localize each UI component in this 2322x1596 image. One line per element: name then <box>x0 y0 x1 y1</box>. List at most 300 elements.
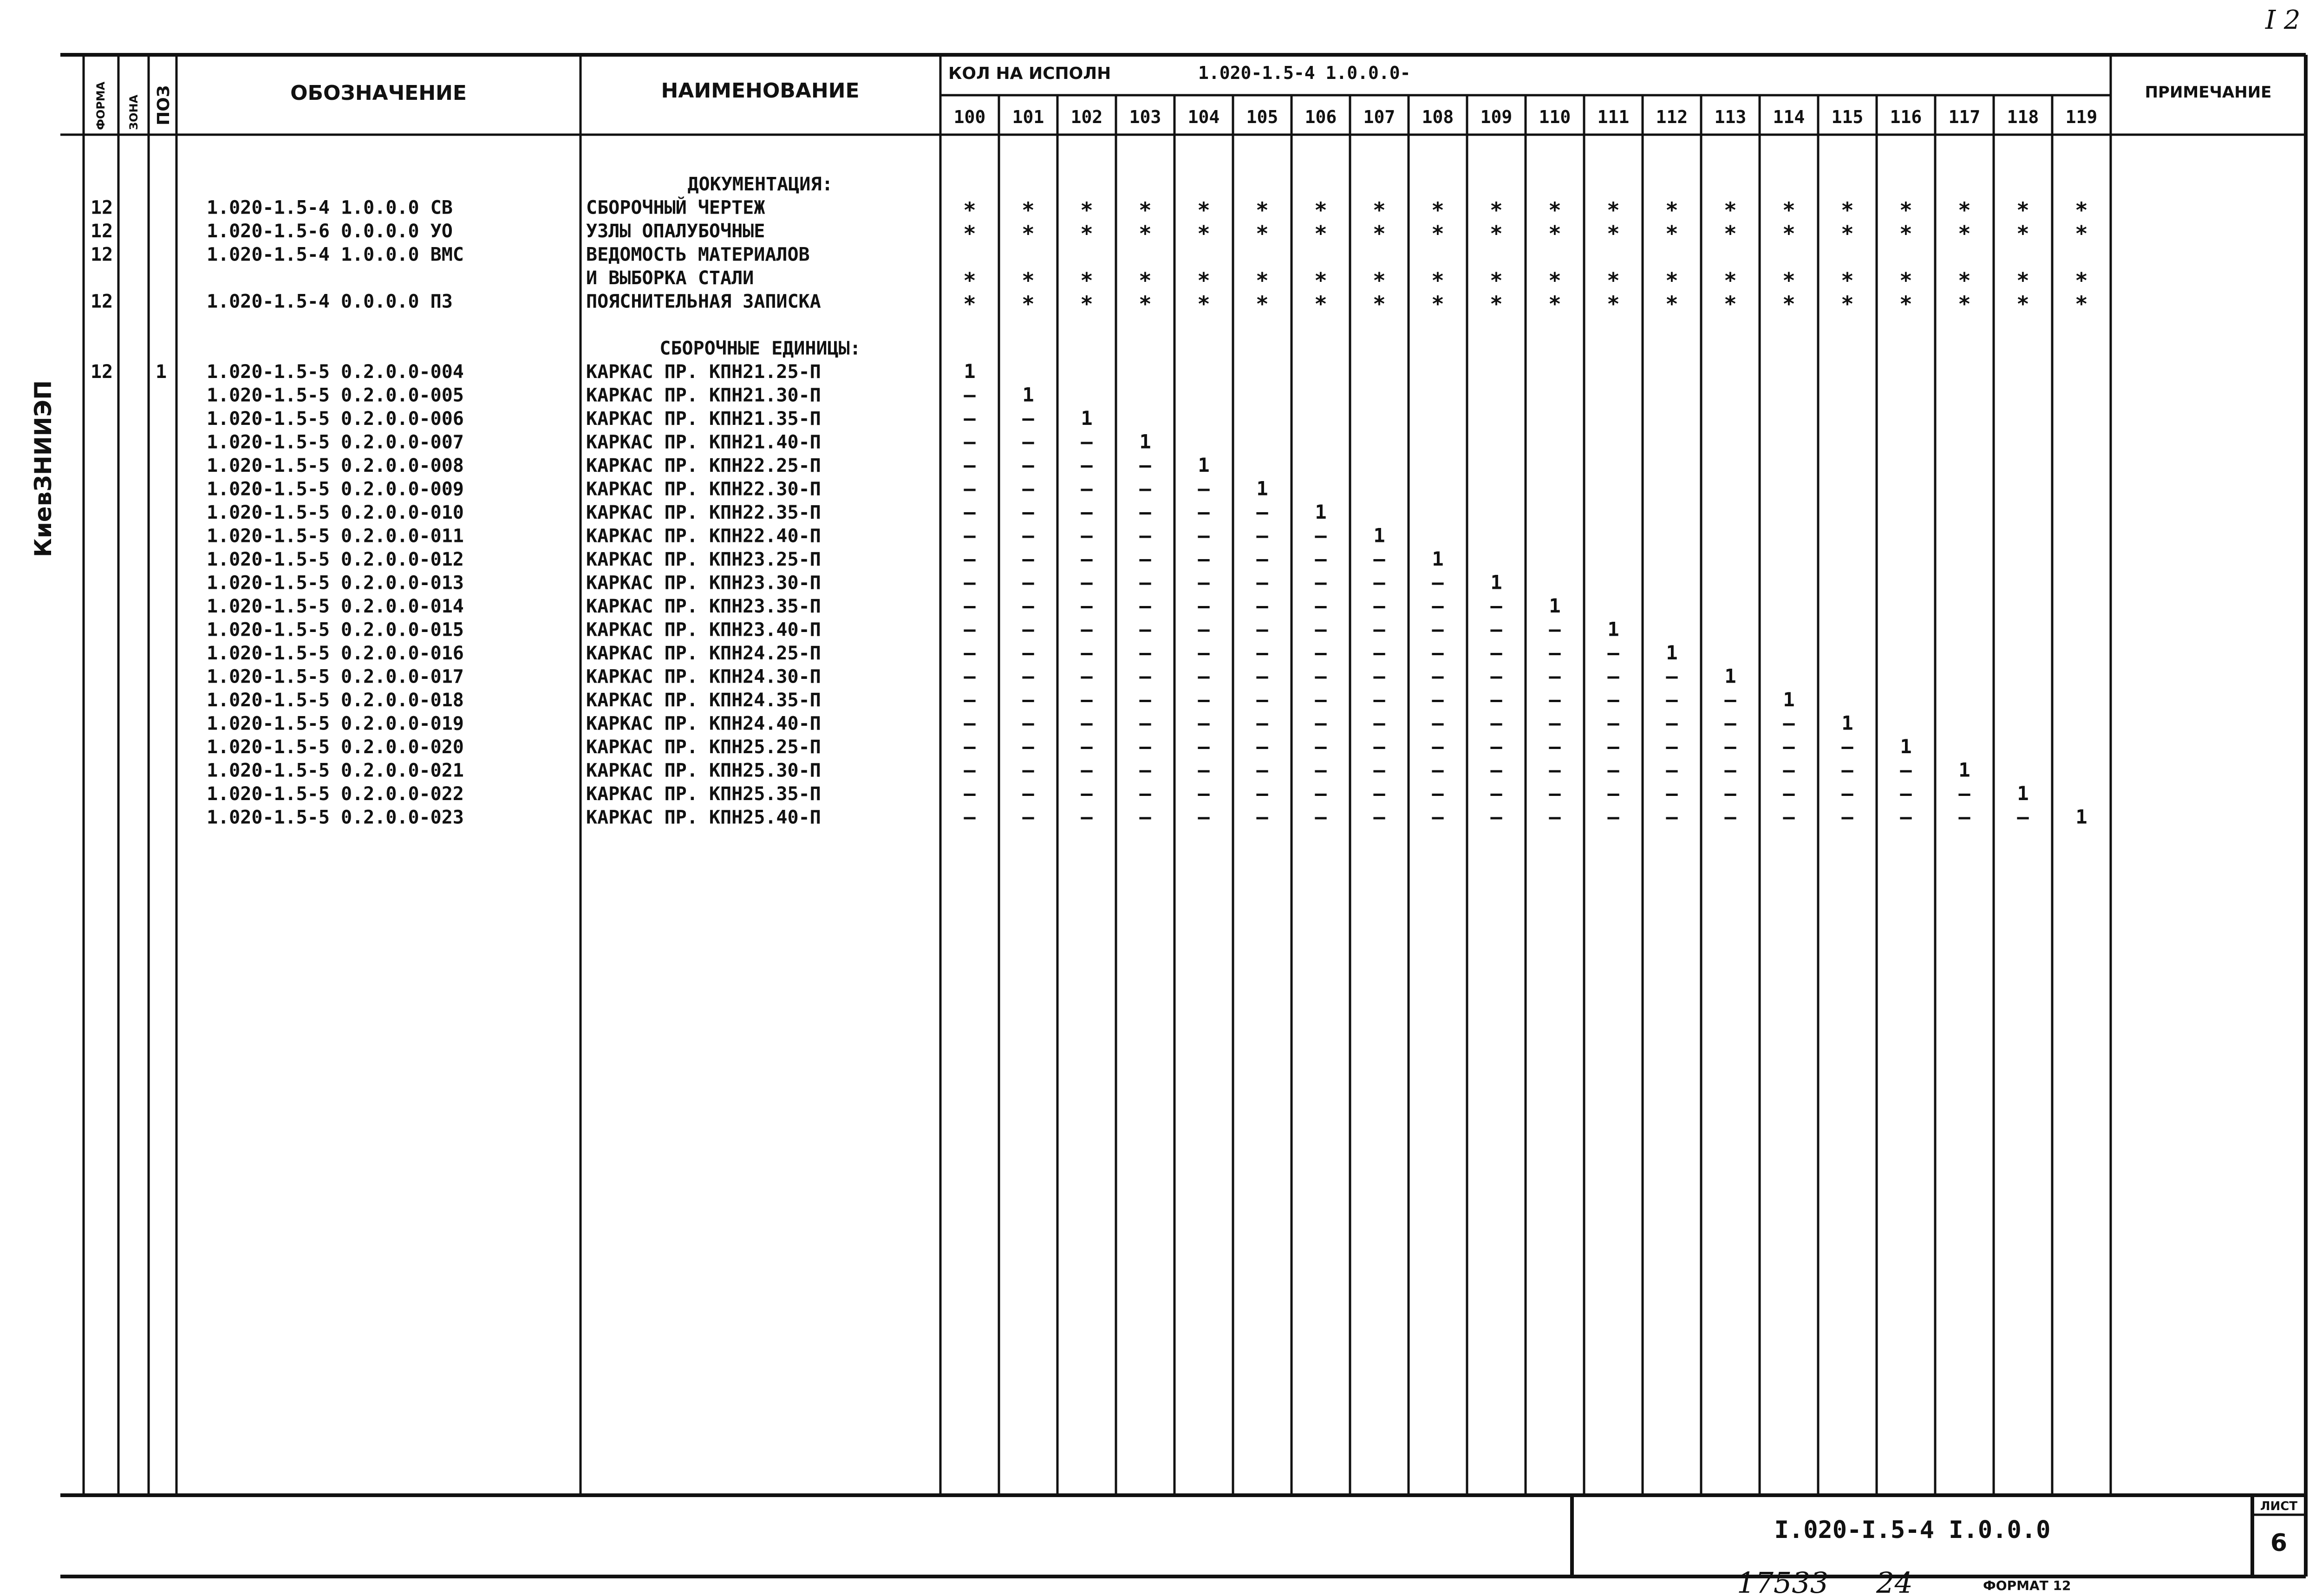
qty-mark-dash: – <box>1198 571 1210 594</box>
qty-mark-star: * <box>1197 221 1210 246</box>
qty-mark-dash: – <box>1022 641 1034 664</box>
qty-mark-dash: – <box>964 688 976 711</box>
qty-mark-dash: – <box>1900 758 1912 782</box>
qty-mark-star: * <box>1782 197 1795 223</box>
qty-mark-star: * <box>1373 197 1386 223</box>
qty-mark-dash: – <box>964 454 976 476</box>
qty-mark-dash: – <box>1666 758 1678 782</box>
row-name: КАРКАС ПР. КПН25.30-П <box>586 760 821 782</box>
qty-mark-dash: – <box>1666 782 1678 805</box>
qty-mark-star: * <box>1958 221 1971 246</box>
qty-mark-star: * <box>1607 291 1620 317</box>
qty-mark-star: * <box>1139 291 1152 317</box>
qty-mark-dash: – <box>1081 571 1093 594</box>
qty-mark-star: * <box>1724 268 1737 293</box>
table-row <box>91 291 2088 317</box>
qty-mark-dash: – <box>1256 758 1268 782</box>
qty-mark-dash: – <box>964 758 976 782</box>
row-name: КАРКАС ПР. КПН24.35-П <box>586 690 821 711</box>
variant-header: 103 <box>1129 107 1161 127</box>
qty-mark-dash: – <box>1549 711 1561 735</box>
qty-mark-one: 1 <box>1256 477 1268 500</box>
row-name: КАРКАС ПР. КПН24.25-П <box>586 643 821 664</box>
qty-mark-dash: – <box>1373 641 1385 664</box>
qty-mark-dash: – <box>1841 735 1853 758</box>
table-row <box>207 384 1034 406</box>
row-name: КАРКАС ПР. КПН25.40-П <box>586 807 821 828</box>
table-row <box>207 571 1502 594</box>
qty-mark-dash: – <box>1139 735 1151 758</box>
qty-mark-dash: – <box>1724 782 1736 805</box>
qty-mark-one: 1 <box>1139 430 1151 453</box>
qty-mark-dash: – <box>1724 688 1736 711</box>
table-row <box>207 454 1210 476</box>
qty-mark-dash: – <box>1724 735 1736 758</box>
qty-mark-star: * <box>1548 291 1561 317</box>
qty-mark-one: 1 <box>1315 501 1327 523</box>
variant-header: 114 <box>1773 107 1805 127</box>
qty-mark-dash: – <box>1081 688 1093 711</box>
row-designation: 1.020-1.5-5 0.2.0.0-009 <box>207 478 464 500</box>
qty-mark-star: * <box>1607 221 1620 246</box>
row-designation: 1.020-1.5-5 0.2.0.0-007 <box>207 431 464 453</box>
qty-mark-dash: – <box>1139 711 1151 735</box>
qty-mark-star: * <box>1314 221 1327 246</box>
qty-mark-dash: – <box>1256 782 1268 805</box>
qty-mark-star: * <box>1607 197 1620 223</box>
qty-mark-dash: – <box>1198 735 1210 758</box>
qty-mark-dash: – <box>1490 782 1502 805</box>
row-name: КАРКАС ПР. КПН23.30-П <box>586 572 821 594</box>
qty-mark-star: * <box>1431 291 1444 317</box>
qty-mark-dash: – <box>1373 735 1385 758</box>
qty-mark-star: * <box>1080 268 1093 293</box>
qty-mark-star: * <box>1080 197 1093 223</box>
qty-mark-dash: – <box>1783 735 1795 758</box>
qty-mark-dash: – <box>964 618 976 641</box>
qty-mark-dash: – <box>1432 618 1444 641</box>
qty-mark-one: 1 <box>1432 547 1444 570</box>
qty-mark-one: 1 <box>1783 688 1795 711</box>
qty-mark-dash: – <box>1198 524 1210 547</box>
qty-mark-star: * <box>1373 268 1386 293</box>
variant-header: 101 <box>1012 107 1044 127</box>
qty-mark-star: * <box>1197 268 1210 293</box>
row-designation: 1.020-1.5-5 0.2.0.0-006 <box>207 408 464 430</box>
qty-mark-dash: – <box>964 524 976 547</box>
qty-mark-one: 1 <box>1841 711 1853 735</box>
qty-mark-dash: – <box>1022 454 1034 476</box>
qty-mark-one: 1 <box>1666 641 1678 664</box>
qty-mark-dash: – <box>1081 711 1093 735</box>
table-row <box>586 267 2088 293</box>
header-name: НАИМЕНОВАНИЕ <box>661 79 860 103</box>
qty-mark-dash: – <box>1432 735 1444 758</box>
qty-mark-dash: – <box>1315 641 1327 664</box>
qty-mark-one: 1 <box>1724 664 1736 688</box>
qty-mark-dash: – <box>1081 641 1093 664</box>
row-designation: 1.020-1.5-5 0.2.0.0-018 <box>207 690 464 711</box>
qty-mark-dash: – <box>1315 547 1327 570</box>
qty-mark-star: * <box>1899 197 1912 223</box>
qty-mark-star: * <box>1958 268 1971 293</box>
qty-mark-dash: – <box>964 782 976 805</box>
qty-mark-star: * <box>1548 268 1561 293</box>
qty-mark-dash: – <box>1432 711 1444 735</box>
qty-mark-star: * <box>1548 197 1561 223</box>
qty-mark-star: * <box>1431 268 1444 293</box>
row-name: КАРКАС ПР. КПН22.30-П <box>586 478 821 500</box>
qty-mark-star: * <box>2016 197 2029 223</box>
row-name: КАРКАС ПР. КПН22.25-П <box>586 455 821 476</box>
qty-mark-star: * <box>1782 268 1795 293</box>
qty-mark-dash: – <box>1315 805 1327 828</box>
qty-mark-dash: – <box>1549 618 1561 641</box>
row-designation: 1.020-1.5-5 0.2.0.0-010 <box>207 502 464 523</box>
row-name: УЗЛЫ ОПАЛУБОЧНЫЕ <box>586 221 765 242</box>
qty-mark-dash: – <box>1081 782 1093 805</box>
qty-mark-dash: – <box>1490 735 1502 758</box>
qty-mark-dash: – <box>1139 618 1151 641</box>
qty-mark-star: * <box>1431 221 1444 246</box>
qty-mark-dash: – <box>1490 618 1502 641</box>
qty-mark-dash: – <box>964 664 976 688</box>
qty-mark-dash: – <box>1139 524 1151 547</box>
qty-mark-dash: – <box>1783 758 1795 782</box>
qty-mark-dash: – <box>1198 618 1210 641</box>
qty-mark-star: * <box>963 268 976 293</box>
row-forma: 12 <box>91 291 113 313</box>
qty-mark-star: * <box>1139 197 1152 223</box>
qty-mark-star: * <box>2075 197 2088 223</box>
qty-mark-star: * <box>1197 291 1210 317</box>
qty-mark-dash: – <box>1315 524 1327 547</box>
variant-header: 110 <box>1539 107 1571 127</box>
qty-mark-one: 1 <box>1958 758 1970 782</box>
row-name: КАРКАС ПР. КПН25.25-П <box>586 736 821 758</box>
qty-mark-dash: – <box>1490 594 1502 617</box>
qty-mark-dash: – <box>1198 641 1210 664</box>
qty-mark-star: * <box>1080 221 1093 246</box>
qty-mark-dash: – <box>1432 594 1444 617</box>
table-row <box>207 712 1853 735</box>
qty-mark-dash: – <box>1256 688 1268 711</box>
qty-mark-one: 1 <box>964 360 976 383</box>
qty-mark-dash: – <box>1081 618 1093 641</box>
row-designation: 1.020-1.5-4 1.0.0.0 СВ <box>207 197 453 219</box>
qty-mark-dash: – <box>1198 711 1210 735</box>
header-note: ПРИМЕЧАНИЕ <box>2145 83 2272 102</box>
row-name: КАРКАС ПР. КПН21.35-П <box>586 408 821 430</box>
qty-mark-dash: – <box>1783 805 1795 828</box>
row-forma: 12 <box>91 361 113 383</box>
qty-mark-star: * <box>963 221 976 246</box>
qty-mark-dash: – <box>1256 501 1268 523</box>
qty-mark-dash: – <box>1315 594 1327 617</box>
qty-mark-star: * <box>1899 268 1912 293</box>
variant-header: 113 <box>1714 107 1747 127</box>
qty-mark-star: * <box>1256 197 1269 223</box>
qty-mark-dash: – <box>964 641 976 664</box>
header-zona: ЗОНА <box>127 94 140 130</box>
qty-mark-dash: – <box>1432 571 1444 594</box>
table-row <box>687 174 833 195</box>
qty-mark-dash: – <box>1139 477 1151 500</box>
qty-mark-star: * <box>1958 197 1971 223</box>
qty-mark-star: * <box>1899 221 1912 246</box>
qty-mark-dash: – <box>1081 501 1093 523</box>
row-forma: 12 <box>91 221 113 242</box>
qty-mark-dash: – <box>1666 711 1678 735</box>
qty-mark-star: * <box>1665 221 1678 246</box>
variant-header: 106 <box>1304 107 1337 127</box>
qty-mark-dash: – <box>1256 618 1268 641</box>
row-name: КАРКАС ПР. КПН23.35-П <box>586 596 821 617</box>
qty-mark-dash: – <box>2017 805 2029 828</box>
qty-mark-star: * <box>963 291 976 317</box>
qty-mark-dash: – <box>1432 641 1444 664</box>
qty-mark-dash: – <box>1607 758 1619 782</box>
qty-mark-star: * <box>1197 197 1210 223</box>
qty-mark-dash: – <box>1139 758 1151 782</box>
qty-mark-star: * <box>1841 197 1854 223</box>
qty-mark-star: * <box>1782 221 1795 246</box>
row-name: СБОРОЧНЫЕ ЕДИНИЦЫ: <box>659 338 861 359</box>
qty-mark-dash: – <box>964 383 976 406</box>
qty-mark-dash: – <box>1139 547 1151 570</box>
variant-header: 109 <box>1480 107 1513 127</box>
qty-mark-dash: – <box>1139 501 1151 523</box>
qty-mark-star: * <box>1314 197 1327 223</box>
qty-mark-star: * <box>1373 291 1386 317</box>
qty-mark-dash: – <box>964 430 976 453</box>
qty-mark-dash: – <box>1256 524 1268 547</box>
qty-mark-one: 1 <box>1022 383 1034 406</box>
qty-mark-star: * <box>1431 197 1444 223</box>
header-qty-label: КОЛ НА ИСПОЛН <box>948 64 1111 83</box>
qty-mark-star: * <box>1490 221 1503 246</box>
qty-mark-star: * <box>2016 268 2029 293</box>
qty-mark-dash: – <box>1549 641 1561 664</box>
qty-mark-star: * <box>1022 291 1035 317</box>
qty-mark-dash: – <box>1081 477 1093 500</box>
variant-header: 104 <box>1187 107 1220 127</box>
qty-mark-dash: – <box>1081 735 1093 758</box>
qty-mark-dash: – <box>964 711 976 735</box>
qty-mark-dash: – <box>1549 664 1561 688</box>
qty-mark-dash: – <box>1900 805 1912 828</box>
table-row <box>207 501 1327 523</box>
qty-mark-star: * <box>1139 268 1152 293</box>
qty-mark-star: * <box>1490 291 1503 317</box>
variant-header: 116 <box>1890 107 1922 127</box>
qty-mark-dash: – <box>1549 782 1561 805</box>
qty-mark-dash: – <box>1139 594 1151 617</box>
table-row <box>207 524 1385 547</box>
qty-mark-dash: – <box>1607 735 1619 758</box>
qty-mark-dash: – <box>1315 735 1327 758</box>
qty-mark-dash: – <box>1081 805 1093 828</box>
qty-mark-dash: – <box>1490 711 1502 735</box>
qty-mark-dash: – <box>1724 758 1736 782</box>
qty-mark-one: 1 <box>1490 571 1502 594</box>
qty-mark-dash: – <box>1315 758 1327 782</box>
qty-mark-dash: – <box>1022 618 1034 641</box>
table-row <box>207 735 1912 758</box>
variant-header: 119 <box>2065 107 2098 127</box>
qty-mark-dash: – <box>1022 782 1034 805</box>
row-name: КАРКАС ПР. КПН23.40-П <box>586 619 821 641</box>
table-row <box>207 594 1561 617</box>
qty-mark-dash: – <box>1607 711 1619 735</box>
row-designation: 1.020-1.5-5 0.2.0.0-011 <box>207 525 464 547</box>
qty-mark-dash: – <box>964 735 976 758</box>
table-row <box>91 360 976 383</box>
side-stamp: КиевЗНИИЭП <box>30 380 57 557</box>
variant-header: 102 <box>1070 107 1103 127</box>
qty-mark-dash: – <box>1841 758 1853 782</box>
row-designation: 1.020-1.5-4 1.0.0.0 ВМС <box>207 244 464 266</box>
qty-mark-star: * <box>1139 221 1152 246</box>
table-row <box>91 221 2088 246</box>
row-designation: 1.020-1.5-5 0.2.0.0-021 <box>207 760 464 782</box>
qty-mark-dash: – <box>964 571 976 594</box>
inventory-suffix: 24 <box>1876 1566 1913 1596</box>
qty-mark-one: 1 <box>2075 805 2087 828</box>
row-designation: 1.020-1.5-4 0.0.0.0 ПЗ <box>207 291 453 313</box>
table-row <box>207 641 1678 664</box>
table-row <box>659 338 861 359</box>
table-row <box>207 665 1736 688</box>
qty-mark-dash: – <box>1373 571 1385 594</box>
qty-mark-dash: – <box>1315 618 1327 641</box>
qty-mark-star: * <box>1256 291 1269 317</box>
qty-mark-dash: – <box>1256 735 1268 758</box>
qty-mark-star: * <box>2016 221 2029 246</box>
row-designation: 1.020-1.5-5 0.2.0.0-014 <box>207 596 464 617</box>
qty-mark-dash: – <box>1139 641 1151 664</box>
qty-mark-dash: – <box>1549 758 1561 782</box>
qty-mark-dash: – <box>1666 664 1678 688</box>
qty-mark-dash: – <box>1432 758 1444 782</box>
qty-mark-one: 1 <box>1900 735 1912 758</box>
row-designation: 1.020-1.5-5 0.2.0.0-019 <box>207 713 464 735</box>
qty-mark-dash: – <box>1139 454 1151 476</box>
qty-mark-dash: – <box>1022 758 1034 782</box>
qty-mark-dash: – <box>1900 782 1912 805</box>
qty-mark-star: * <box>1314 268 1327 293</box>
qty-mark-dash: – <box>1315 688 1327 711</box>
qty-mark-dash: – <box>1081 594 1093 617</box>
qty-mark-star: * <box>1256 268 1269 293</box>
qty-mark-dash: – <box>1724 805 1736 828</box>
row-designation: 1.020-1.5-5 0.2.0.0-008 <box>207 455 464 476</box>
qty-mark-dash: – <box>1315 782 1327 805</box>
qty-mark-star: * <box>1899 291 1912 317</box>
qty-mark-star: * <box>1373 221 1386 246</box>
table-row <box>207 547 1444 570</box>
table-row <box>207 688 1795 711</box>
qty-mark-dash: – <box>1373 711 1385 735</box>
qty-mark-star: * <box>1490 197 1503 223</box>
qty-mark-dash: – <box>964 407 976 430</box>
inventory-number: 17533 <box>1737 1566 1829 1596</box>
variant-header: 112 <box>1656 107 1688 127</box>
qty-mark-dash: – <box>1958 782 1970 805</box>
qty-mark-dash: – <box>1081 758 1093 782</box>
qty-mark-dash: – <box>1198 758 1210 782</box>
qty-mark-dash: – <box>1139 782 1151 805</box>
qty-mark-dash: – <box>1373 805 1385 828</box>
qty-mark-dash: – <box>1198 547 1210 570</box>
qty-mark-dash: – <box>1198 477 1210 500</box>
qty-mark-dash: – <box>1432 805 1444 828</box>
qty-mark-star: * <box>2016 291 2029 317</box>
qty-mark-star: * <box>1782 291 1795 317</box>
qty-mark-dash: – <box>1549 688 1561 711</box>
row-name: СБОРОЧНЫЙ ЧЕРТЕЖ <box>586 197 765 219</box>
row-name: КАРКАС ПР. КПН24.30-П <box>586 666 821 688</box>
row-designation: 1.020-1.5-5 0.2.0.0-020 <box>207 736 464 758</box>
qty-mark-dash: – <box>1490 688 1502 711</box>
qty-mark-dash: – <box>1490 805 1502 828</box>
qty-mark-dash: – <box>1549 735 1561 758</box>
qty-mark-dash: – <box>964 477 976 500</box>
row-designation: 1.020-1.5-5 0.2.0.0-022 <box>207 783 464 805</box>
qty-mark-one: 1 <box>2017 782 2029 805</box>
qty-mark-dash: – <box>964 547 976 570</box>
qty-mark-dash: – <box>1373 547 1385 570</box>
table-row <box>207 782 2029 805</box>
row-designation: 1.020-1.5-5 0.2.0.0-012 <box>207 549 464 570</box>
qty-mark-star: * <box>1841 221 1854 246</box>
qty-mark-star: * <box>1314 291 1327 317</box>
qty-mark-dash: – <box>1198 688 1210 711</box>
table-row <box>91 244 810 266</box>
row-designation: 1.020-1.5-5 0.2.0.0-016 <box>207 643 464 664</box>
qty-mark-dash: – <box>1022 711 1034 735</box>
table-row <box>207 806 2087 828</box>
qty-mark-dash: – <box>1139 664 1151 688</box>
qty-mark-dash: – <box>1256 571 1268 594</box>
qty-mark-dash: – <box>1022 735 1034 758</box>
row-name: ПОЯСНИТЕЛЬНАЯ ЗАПИСКА <box>586 291 821 313</box>
qty-mark-dash: – <box>1549 805 1561 828</box>
qty-mark-star: * <box>1665 197 1678 223</box>
qty-mark-dash: – <box>1841 805 1853 828</box>
qty-mark-dash: – <box>1022 407 1034 430</box>
document-number: I.020-I.5-4 I.0.0.0 <box>1774 1516 2051 1544</box>
qty-mark-dash: – <box>1256 547 1268 570</box>
qty-mark-dash: – <box>1022 501 1034 523</box>
qty-mark-dash: – <box>1783 782 1795 805</box>
qty-mark-dash: – <box>1841 782 1853 805</box>
qty-mark-dash: – <box>1373 688 1385 711</box>
row-name: КАРКАС ПР. КПН24.40-П <box>586 713 821 735</box>
qty-mark-dash: – <box>1432 688 1444 711</box>
qty-mark-star: * <box>2075 221 2088 246</box>
qty-mark-star: * <box>1958 291 1971 317</box>
qty-mark-dash: – <box>1315 571 1327 594</box>
qty-mark-one: 1 <box>1081 407 1093 430</box>
qty-mark-dash: – <box>1022 477 1034 500</box>
qty-mark-dash: – <box>1724 711 1736 735</box>
header-poz: ПОЗ <box>154 85 173 125</box>
table-row <box>207 477 1268 500</box>
qty-mark-dash: – <box>1607 641 1619 664</box>
variant-header: 111 <box>1597 107 1630 127</box>
qty-mark-dash: – <box>1139 688 1151 711</box>
